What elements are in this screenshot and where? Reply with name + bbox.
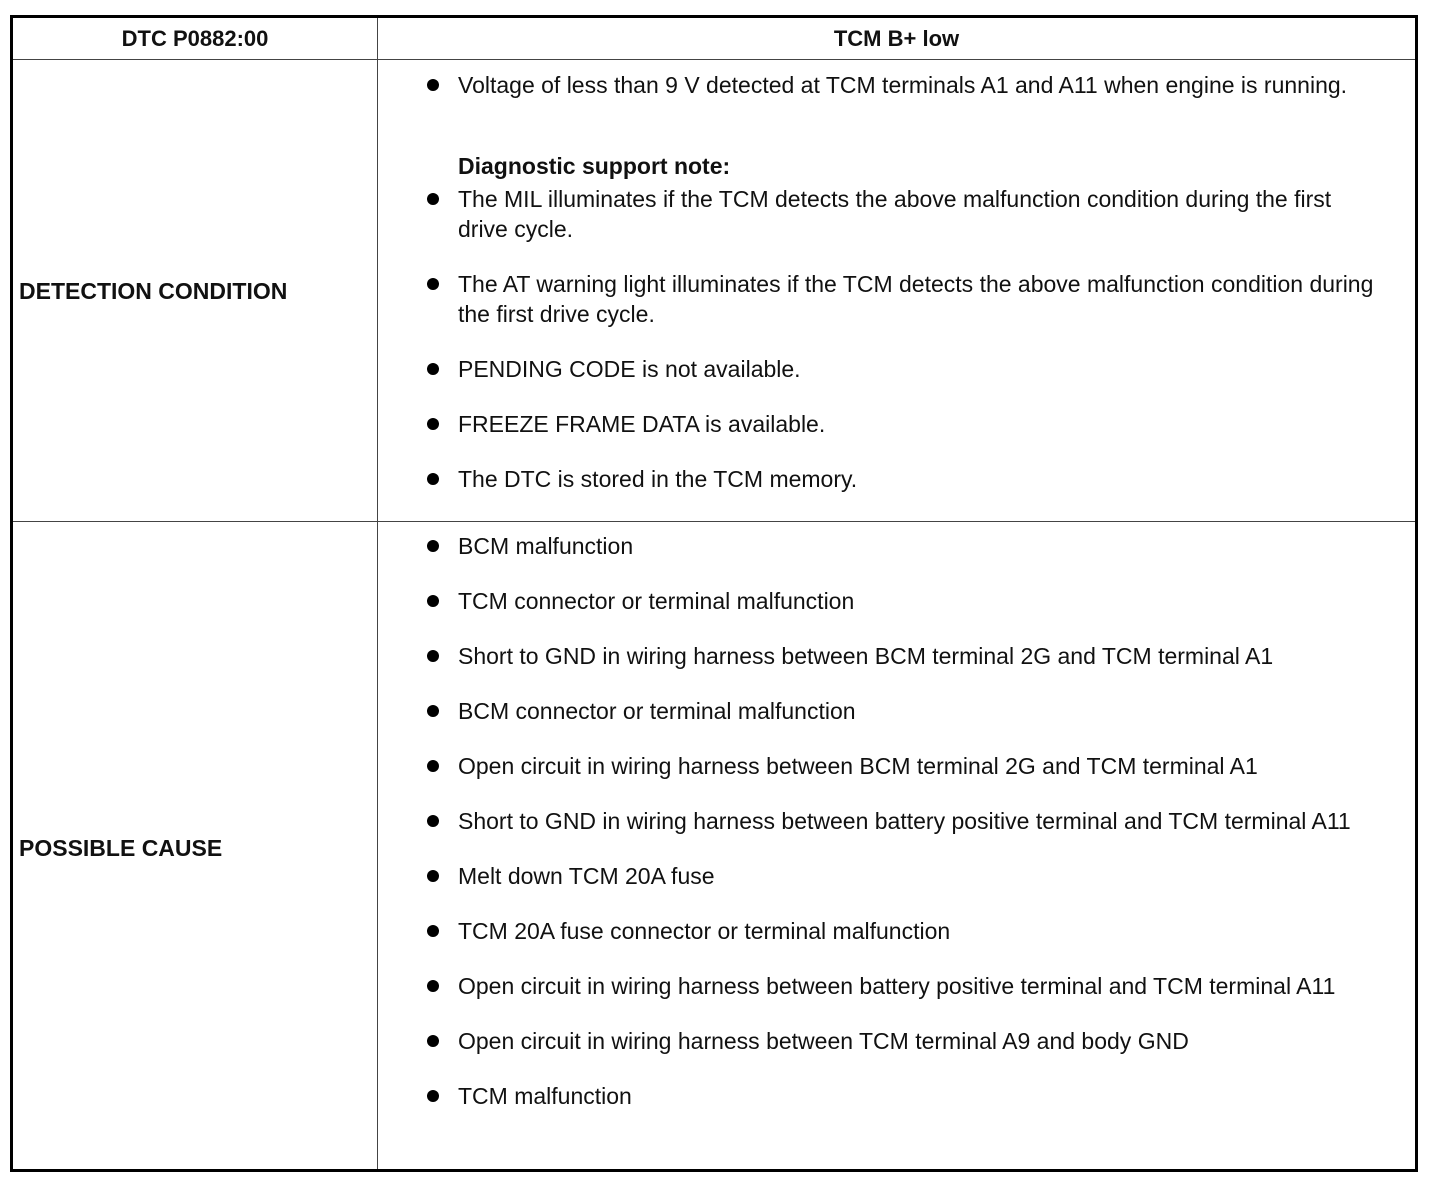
list-item xyxy=(378,1026,1415,1056)
bullet-icon xyxy=(427,815,439,827)
bullet-icon xyxy=(427,870,439,882)
bullet-icon xyxy=(427,760,439,772)
list-item xyxy=(378,269,1415,329)
row-divider xyxy=(13,521,1415,522)
detection-condition-list xyxy=(378,70,1415,519)
list-item xyxy=(378,464,1415,494)
bullet-icon xyxy=(427,278,439,290)
bullet-icon xyxy=(427,1035,439,1047)
list-item-text: FREEZE FRAME DATA is available. xyxy=(458,411,826,437)
list-item-text: Short to GND in wiring harness between BCM terminal 2G and TCM terminal A1 xyxy=(458,643,1274,669)
bullet-icon xyxy=(427,418,439,430)
list-item-text: TCM malfunction xyxy=(458,1083,632,1109)
detection-condition-label: DETECTION CONDITION xyxy=(19,278,288,304)
list-item-text: Short to GND in wiring harness between battery positive terminal and TCM terminal A11 xyxy=(458,808,1351,834)
list-item xyxy=(378,916,1415,946)
list-item xyxy=(378,409,1415,439)
list-item xyxy=(378,1081,1415,1111)
dtc-table xyxy=(10,15,1418,1172)
list-item-text: The AT warning light illuminates if the TCM detects the above malfunction condition during the first drive cycle. xyxy=(458,271,1374,327)
bullet-icon xyxy=(427,650,439,662)
bullet-icon xyxy=(427,925,439,937)
list-item-text: The MIL illuminates if the TCM detects the above malfunction condition during the first drive cycle. xyxy=(458,186,1332,242)
list-item xyxy=(378,751,1415,781)
list-item-text: BCM connector or terminal malfunction xyxy=(458,698,856,724)
list-item-text: Open circuit in wiring harness between battery positive terminal and TCM terminal A11 xyxy=(458,973,1336,999)
list-item-text: PENDING CODE is not available. xyxy=(458,356,801,382)
list-item xyxy=(378,861,1415,891)
list-item-text: BCM malfunction xyxy=(458,533,634,559)
bullet-icon xyxy=(427,540,439,552)
list-item-text: The DTC is stored in the TCM memory. xyxy=(458,466,858,492)
list-item xyxy=(378,184,1415,244)
bullet-icon xyxy=(427,980,439,992)
bullet-icon xyxy=(427,705,439,717)
bullet-icon xyxy=(427,79,439,91)
possible-cause-list xyxy=(378,531,1415,1136)
list-item-text: TCM connector or terminal malfunction xyxy=(458,588,855,614)
bullet-icon xyxy=(427,363,439,375)
diagnostic-support-note-heading: Diagnostic support note: xyxy=(458,153,731,179)
list-item xyxy=(378,971,1415,1001)
possible-cause-label: POSSIBLE CAUSE xyxy=(19,835,223,861)
header-divider xyxy=(13,59,1415,60)
list-item-text: Voltage of less than 9 V detected at TCM terminals A1 and A11 when engine is running. xyxy=(458,72,1348,98)
list-item xyxy=(378,70,1415,100)
bullet-icon xyxy=(427,1090,439,1102)
bullet-icon xyxy=(427,193,439,205)
list-item xyxy=(378,696,1415,726)
list-item xyxy=(378,641,1415,671)
list-item xyxy=(378,354,1415,384)
list-item xyxy=(378,806,1415,836)
dtc-title-header: TCM B+ low xyxy=(833,25,960,51)
list-item-text: Melt down TCM 20A fuse xyxy=(458,863,715,889)
bullet-icon xyxy=(427,595,439,607)
bullet-icon xyxy=(427,473,439,485)
list-item-text: Open circuit in wiring harness between TCM terminal A9 and body GND xyxy=(458,1028,1189,1054)
list-item-text: TCM 20A fuse connector or terminal malfunction xyxy=(458,918,951,944)
list-item xyxy=(378,586,1415,616)
list-item-text: Open circuit in wiring harness between BCM terminal 2G and TCM terminal A1 xyxy=(458,753,1258,779)
list-item xyxy=(378,531,1415,561)
dtc-code-header: DTC P0882:00 xyxy=(121,25,269,51)
